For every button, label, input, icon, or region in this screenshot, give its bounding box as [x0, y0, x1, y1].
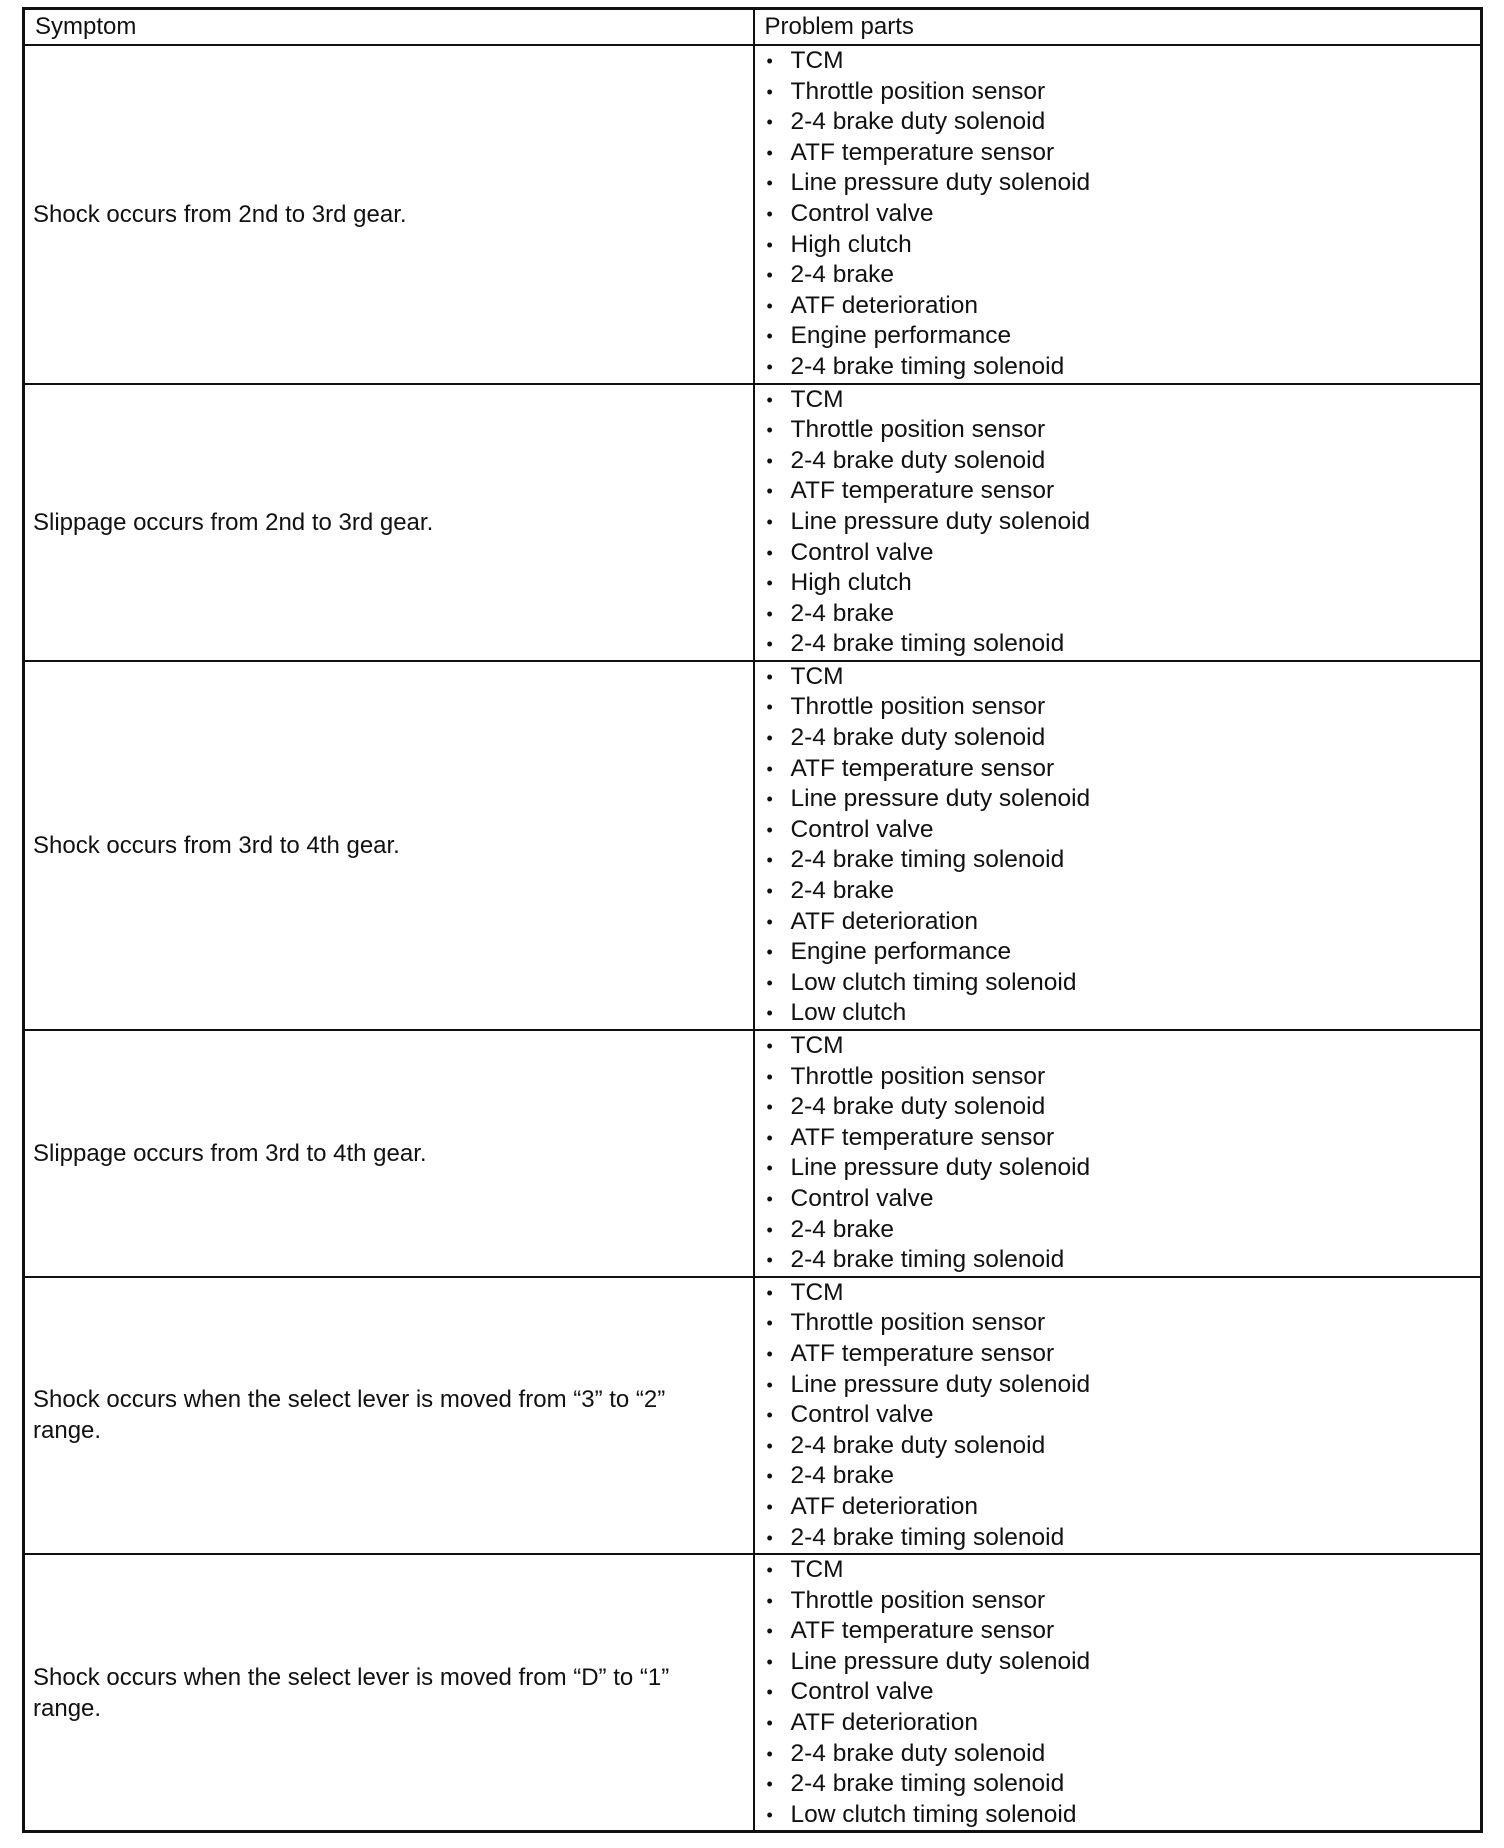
list-item	[765, 1123, 1481, 1154]
symptom-cell: Shock occurs from 3rd to 4th gear.	[24, 661, 754, 1030]
bullet-icon: •	[766, 481, 773, 502]
list-item	[765, 1278, 1481, 1309]
list-item	[765, 321, 1481, 352]
list-item	[765, 415, 1481, 446]
symptom-cell: Slippage occurs from 3rd to 4th gear.	[24, 1030, 754, 1277]
list-item	[765, 784, 1481, 815]
problem-parts-list	[765, 1278, 1481, 1553]
part-name: Control valve	[790, 538, 934, 566]
bullet-icon: •	[766, 911, 773, 932]
list-item	[765, 138, 1481, 169]
problem-parts-column-header: Problem parts	[754, 9, 1482, 46]
bullet-icon: •	[766, 666, 773, 687]
list-item	[765, 1492, 1481, 1523]
bullet-icon: •	[766, 634, 773, 655]
bullet-icon: •	[766, 1435, 773, 1456]
part-name: 2-4 brake	[790, 599, 895, 627]
problem-parts-cell	[754, 1554, 1482, 1832]
list-item	[765, 1677, 1481, 1708]
part-name: Control valve	[790, 815, 934, 843]
list-item	[765, 1769, 1481, 1800]
table-row	[24, 1554, 1482, 1832]
bullet-icon: •	[766, 1219, 773, 1240]
part-name: TCM	[790, 47, 844, 74]
list-item	[765, 845, 1481, 876]
list-item	[765, 723, 1481, 754]
part-name: 2-4 brake timing solenoid	[790, 1246, 1065, 1274]
problem-parts-list	[765, 385, 1481, 660]
bullet-icon: •	[766, 389, 773, 410]
list-item	[765, 1215, 1481, 1246]
problem-parts-cell	[754, 384, 1482, 661]
bullet-icon: •	[766, 295, 773, 316]
list-item	[765, 629, 1481, 660]
part-name: Line pressure duty solenoid	[790, 1154, 1091, 1182]
list-item	[765, 385, 1481, 416]
bullet-icon: •	[766, 1527, 773, 1548]
part-name: Line pressure duty solenoid	[790, 1370, 1091, 1398]
list-item	[765, 260, 1481, 291]
table-body	[24, 45, 1482, 1832]
part-name: 2-4 brake timing solenoid	[790, 1770, 1065, 1798]
bullet-icon: •	[766, 1804, 773, 1825]
list-item	[765, 1431, 1481, 1462]
bullet-icon: •	[766, 1774, 773, 1795]
symptom-cell: Shock occurs when the select lever is moved from “D” to “1” range.	[24, 1554, 754, 1832]
part-name: Line pressure duty solenoid	[790, 785, 1091, 813]
part-name: Throttle position sensor	[790, 416, 1046, 444]
part-name: 2-4 brake timing solenoid	[790, 846, 1065, 874]
part-name: Control valve	[790, 1401, 934, 1429]
bullet-icon: •	[766, 234, 773, 255]
part-name: ATF temperature sensor	[790, 477, 1055, 505]
list-item	[765, 907, 1481, 938]
list-item	[765, 662, 1481, 693]
list-item	[765, 1184, 1481, 1215]
table-header-row	[24, 9, 1482, 46]
bullet-icon: •	[766, 1097, 773, 1118]
list-item	[765, 968, 1481, 999]
part-name: Throttle position sensor	[790, 1309, 1046, 1337]
problem-parts-cell	[754, 1277, 1482, 1554]
bullet-icon: •	[766, 1036, 773, 1056]
part-name: TCM	[790, 385, 844, 413]
bullet-icon: •	[766, 142, 773, 163]
symptom-cell: Shock occurs when the select lever is moved from “3” to “2” range.	[24, 1277, 754, 1554]
bullet-icon: •	[766, 1374, 773, 1395]
part-name: Line pressure duty solenoid	[790, 169, 1091, 197]
part-name: 2-4 brake	[790, 1462, 895, 1490]
part-name: 2-4 brake	[790, 1215, 895, 1243]
problem-parts-list	[765, 1555, 1481, 1830]
list-item	[765, 815, 1481, 846]
list-item	[765, 1461, 1481, 1492]
list-item	[765, 46, 1481, 77]
list-item	[765, 77, 1481, 108]
bullet-icon: •	[766, 1313, 773, 1334]
part-name: Throttle position sensor	[790, 693, 1046, 721]
list-item	[765, 568, 1481, 599]
list-item	[765, 692, 1481, 723]
list-item	[765, 754, 1481, 785]
symptom-column-header: Symptom	[24, 9, 754, 46]
part-name: ATF deterioration	[790, 291, 978, 319]
bullet-icon: •	[766, 573, 773, 594]
bullet-icon: •	[766, 972, 773, 993]
bullet-icon: •	[766, 942, 773, 963]
part-name: Low clutch timing solenoid	[790, 968, 1077, 996]
bullet-icon: •	[766, 1127, 773, 1148]
list-item	[765, 1339, 1481, 1370]
bullet-icon: •	[766, 1405, 773, 1426]
bullet-icon: •	[766, 728, 773, 749]
part-name: ATF temperature sensor	[790, 1339, 1055, 1367]
list-item	[765, 1245, 1481, 1276]
list-item	[765, 937, 1481, 968]
list-item	[765, 538, 1481, 569]
part-name: High clutch	[790, 230, 912, 258]
part-name: Line pressure duty solenoid	[790, 507, 1091, 535]
table-row	[24, 1277, 1482, 1554]
bullet-icon: •	[766, 1651, 773, 1672]
bullet-icon: •	[766, 1343, 773, 1364]
bullet-icon: •	[766, 173, 773, 194]
bullet-icon: •	[766, 758, 773, 779]
part-name: ATF temperature sensor	[790, 754, 1055, 782]
list-item	[765, 1708, 1481, 1739]
bullet-icon: •	[766, 203, 773, 224]
part-name: 2-4 brake timing solenoid	[790, 352, 1065, 380]
part-name: Control valve	[790, 1184, 934, 1212]
part-name: Control valve	[790, 199, 934, 227]
bullet-icon: •	[766, 81, 773, 102]
part-name: TCM	[790, 1278, 844, 1306]
list-item	[765, 476, 1481, 507]
list-item	[765, 1555, 1481, 1586]
part-name: 2-4 brake	[790, 261, 895, 289]
bullet-icon: •	[766, 356, 773, 377]
part-name: 2-4 brake	[790, 877, 895, 905]
problem-parts-cell	[754, 661, 1482, 1030]
problem-parts-cell	[754, 1030, 1482, 1277]
bullet-icon: •	[766, 1621, 773, 1642]
part-name: 2-4 brake timing solenoid	[790, 630, 1065, 658]
part-name: Engine performance	[790, 938, 1012, 966]
part-name: 2-4 brake duty solenoid	[790, 1431, 1046, 1459]
part-name: TCM	[790, 662, 844, 690]
bullet-icon: •	[766, 51, 773, 71]
table-row	[24, 384, 1482, 661]
part-name: Control valve	[790, 1678, 934, 1706]
list-item	[765, 352, 1481, 383]
list-item	[765, 107, 1481, 138]
list-item	[765, 291, 1481, 322]
list-item	[765, 1616, 1481, 1647]
diagnosis-table	[22, 7, 1483, 1833]
part-name: High clutch	[790, 569, 912, 597]
bullet-icon: •	[766, 542, 773, 563]
part-name: ATF temperature sensor	[790, 1617, 1055, 1645]
list-item	[765, 507, 1481, 538]
part-name: Engine performance	[790, 322, 1012, 350]
bullet-icon: •	[766, 1713, 773, 1734]
part-name: ATF temperature sensor	[790, 138, 1055, 166]
list-item	[765, 1092, 1481, 1123]
bullet-icon: •	[766, 1682, 773, 1703]
list-item	[765, 1586, 1481, 1617]
list-item	[765, 1647, 1481, 1678]
list-item	[765, 876, 1481, 907]
part-name: Low clutch	[790, 999, 907, 1027]
part-name: Throttle position sensor	[790, 1586, 1046, 1614]
problem-parts-list	[765, 662, 1481, 1029]
problem-parts-list	[765, 46, 1481, 383]
list-item	[765, 1153, 1481, 1184]
bullet-icon: •	[766, 1466, 773, 1487]
symptom-cell: Slippage occurs from 2nd to 3rd gear.	[24, 384, 754, 661]
bullet-icon: •	[766, 850, 773, 871]
part-name: 2-4 brake duty solenoid	[790, 724, 1046, 752]
bullet-icon: •	[766, 697, 773, 718]
list-item	[765, 998, 1481, 1029]
part-name: Low clutch timing solenoid	[790, 1800, 1077, 1828]
part-name: Line pressure duty solenoid	[790, 1647, 1091, 1675]
list-item	[765, 1800, 1481, 1831]
bullet-icon: •	[766, 1188, 773, 1209]
problem-parts-cell	[754, 45, 1482, 384]
part-name: 2-4 brake timing solenoid	[790, 1523, 1065, 1551]
part-name: ATF deterioration	[790, 907, 978, 935]
bullet-icon: •	[766, 1158, 773, 1179]
list-item	[765, 168, 1481, 199]
part-name: TCM	[790, 1556, 844, 1584]
list-item	[765, 1400, 1481, 1431]
bullet-icon: •	[766, 1743, 773, 1764]
list-item	[765, 1523, 1481, 1554]
bullet-icon: •	[766, 1560, 773, 1581]
part-name: Throttle position sensor	[790, 1062, 1046, 1090]
part-name: 2-4 brake duty solenoid	[790, 108, 1046, 136]
bullet-icon: •	[766, 450, 773, 471]
bullet-icon: •	[766, 1003, 773, 1024]
bullet-icon: •	[766, 789, 773, 810]
list-item	[765, 1031, 1481, 1062]
table-row	[24, 1030, 1482, 1277]
part-name: 2-4 brake duty solenoid	[790, 446, 1046, 474]
list-item	[765, 599, 1481, 630]
part-name: ATF deterioration	[790, 1709, 978, 1737]
bullet-icon: •	[766, 265, 773, 286]
bullet-icon: •	[766, 112, 773, 133]
part-name: ATF deterioration	[790, 1492, 978, 1520]
list-item	[765, 1062, 1481, 1093]
table-row	[24, 45, 1482, 384]
bullet-icon: •	[766, 603, 773, 624]
list-item	[765, 446, 1481, 477]
bullet-icon: •	[766, 326, 773, 347]
part-name: Throttle position sensor	[790, 77, 1046, 105]
part-name: 2-4 brake duty solenoid	[790, 1093, 1046, 1121]
list-item	[765, 1308, 1481, 1339]
bullet-icon: •	[766, 1496, 773, 1517]
list-item	[765, 230, 1481, 261]
symptom-cell: Shock occurs from 2nd to 3rd gear.	[24, 45, 754, 384]
bullet-icon: •	[766, 819, 773, 840]
bullet-icon: •	[766, 1590, 773, 1611]
part-name: ATF temperature sensor	[790, 1123, 1055, 1151]
bullet-icon: •	[766, 1250, 773, 1271]
bullet-icon: •	[766, 511, 773, 532]
table-row	[24, 661, 1482, 1030]
list-item	[765, 1739, 1481, 1770]
problem-parts-list	[765, 1031, 1481, 1276]
list-item	[765, 199, 1481, 230]
bullet-icon: •	[766, 1282, 773, 1303]
bullet-icon: •	[766, 420, 773, 441]
list-item	[765, 1370, 1481, 1401]
part-name: 2-4 brake duty solenoid	[790, 1739, 1046, 1767]
part-name: TCM	[790, 1032, 844, 1059]
bullet-icon: •	[766, 881, 773, 902]
bullet-icon: •	[766, 1066, 773, 1087]
